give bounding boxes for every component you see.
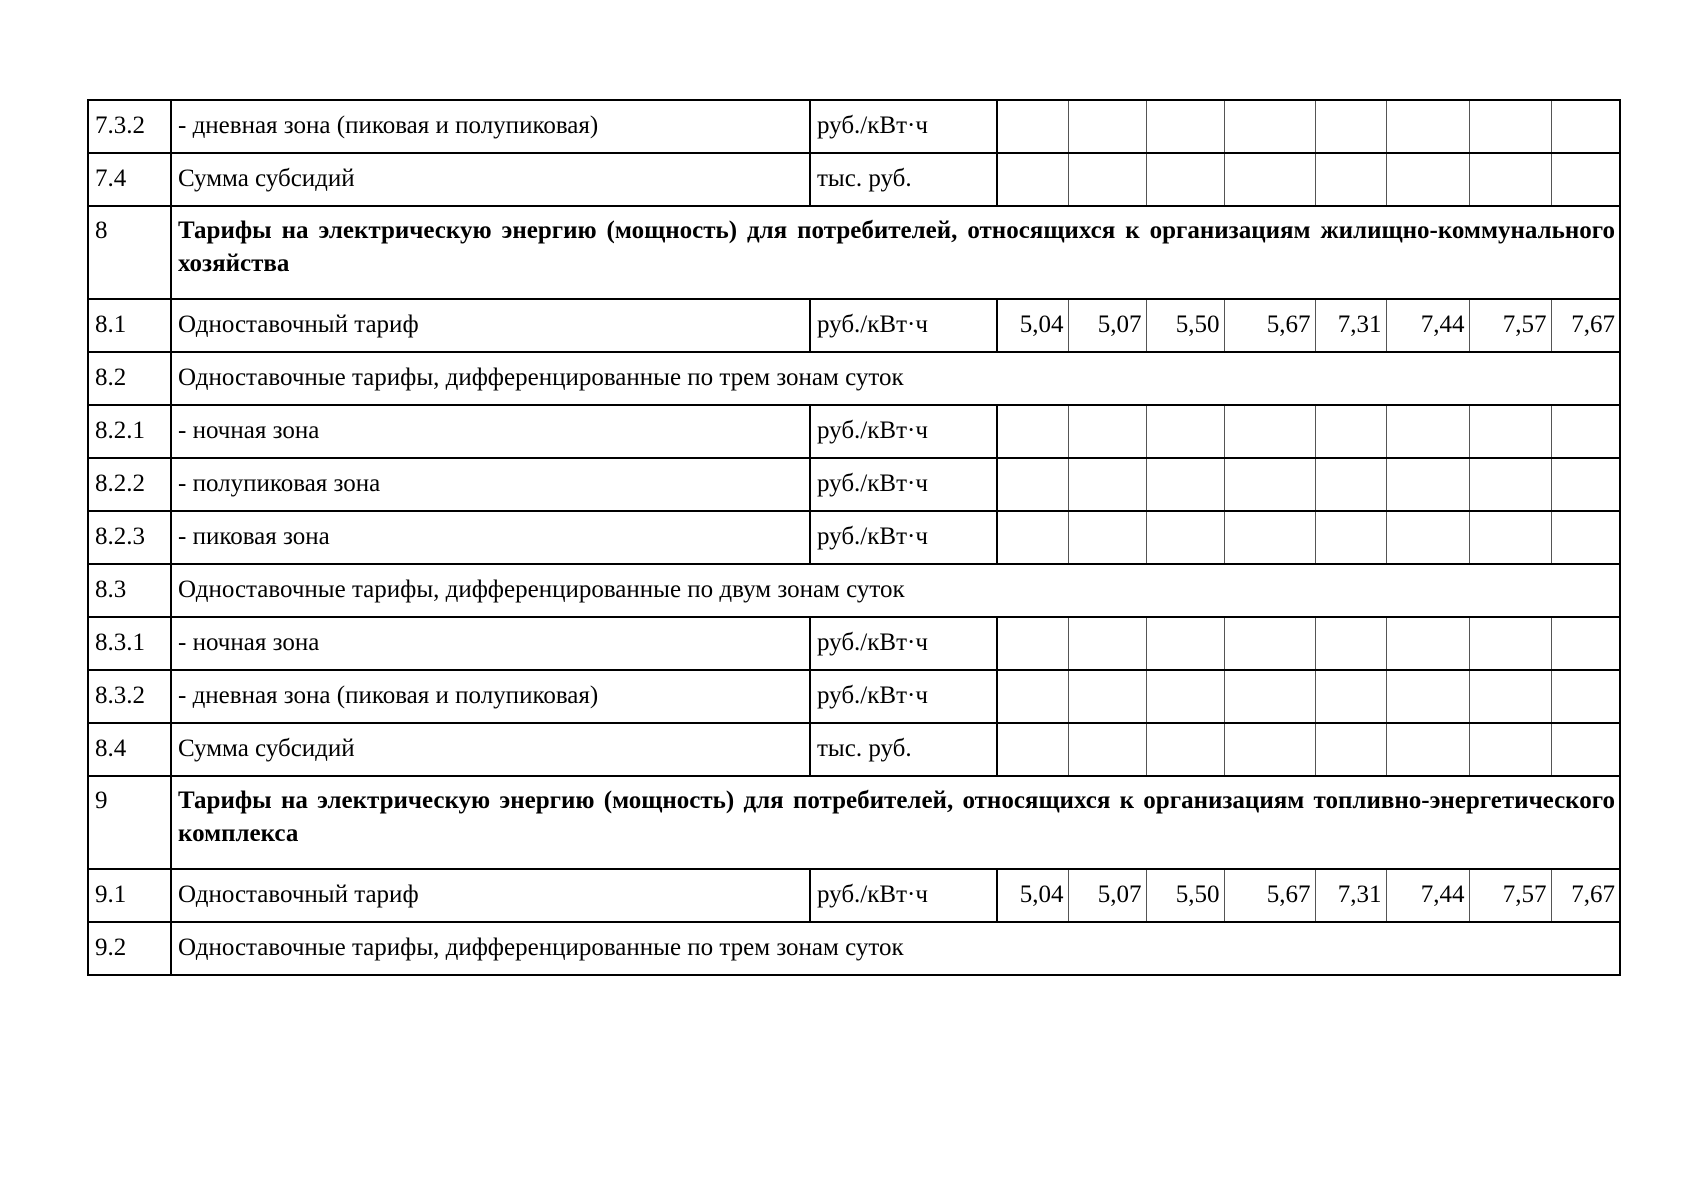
value-cell	[1551, 617, 1620, 670]
row-number-cell: 8.2	[88, 352, 171, 405]
row-number-cell: 8.3.2	[88, 670, 171, 723]
value-cell	[1146, 670, 1224, 723]
value-cell	[1146, 723, 1224, 776]
value-cell	[1551, 723, 1620, 776]
value-cell	[1146, 511, 1224, 564]
value-cell	[1224, 458, 1315, 511]
value-cell: 7,44	[1386, 299, 1469, 352]
value-cell	[1551, 670, 1620, 723]
table-row	[88, 458, 1620, 511]
value-cell	[1146, 458, 1224, 511]
section-row	[88, 206, 1620, 299]
table-row	[88, 100, 1620, 153]
table-row	[88, 617, 1620, 670]
value-cell	[1386, 100, 1469, 153]
value-cell	[1315, 458, 1386, 511]
value-cell	[1315, 617, 1386, 670]
value-cell	[1068, 617, 1146, 670]
row-number-cell: 8.3.1	[88, 617, 171, 670]
value-cell	[1146, 100, 1224, 153]
row-number-cell: 8	[88, 206, 171, 299]
value-cell	[1146, 153, 1224, 206]
value-cell: 7,31	[1315, 869, 1386, 922]
value-cell: 5,04	[997, 869, 1068, 922]
value-cell	[1469, 617, 1551, 670]
value-cell	[997, 458, 1068, 511]
value-cell: 7,67	[1551, 869, 1620, 922]
value-cell	[1315, 100, 1386, 153]
unit-cell: тыс. руб.	[810, 153, 997, 206]
value-cell	[1146, 405, 1224, 458]
value-cell	[1224, 511, 1315, 564]
subsection-row	[88, 352, 1620, 405]
table-row	[88, 723, 1620, 776]
item-name-cell: - дневная зона (пиковая и полупиковая)	[171, 100, 810, 153]
value-cell: 5,07	[1068, 869, 1146, 922]
item-name-cell: Сумма субсидий	[171, 153, 810, 206]
value-cell	[1224, 617, 1315, 670]
value-cell	[1386, 511, 1469, 564]
value-cell	[1469, 100, 1551, 153]
value-cell: 5,04	[997, 299, 1068, 352]
item-name-cell: Сумма субсидий	[171, 723, 810, 776]
subsection-row	[88, 564, 1620, 617]
value-cell	[1469, 511, 1551, 564]
unit-cell: руб./кВт·ч	[810, 670, 997, 723]
value-cell	[1551, 458, 1620, 511]
table-row	[88, 670, 1620, 723]
value-cell	[1469, 723, 1551, 776]
value-cell	[1551, 100, 1620, 153]
value-cell	[1224, 723, 1315, 776]
value-cell	[1551, 511, 1620, 564]
table-row	[88, 299, 1620, 352]
row-number-cell: 9.2	[88, 922, 171, 975]
value-cell	[1469, 405, 1551, 458]
unit-cell: руб./кВт·ч	[810, 100, 997, 153]
row-number-cell: 8.4	[88, 723, 171, 776]
value-cell	[1386, 458, 1469, 511]
value-cell	[1315, 405, 1386, 458]
subsection-title-cell: Одноставочные тарифы, дифференцированные по двум зонам суток	[171, 564, 1620, 617]
value-cell	[1068, 511, 1146, 564]
value-cell	[1068, 153, 1146, 206]
row-number-cell: 8.3	[88, 564, 171, 617]
value-cell	[1315, 153, 1386, 206]
value-cell	[1068, 723, 1146, 776]
item-name-cell: - пиковая зона	[171, 511, 810, 564]
value-cell	[1551, 405, 1620, 458]
value-cell	[1315, 511, 1386, 564]
value-cell: 7,57	[1469, 869, 1551, 922]
row-number-cell: 9	[88, 776, 171, 869]
item-name-cell: - дневная зона (пиковая и полупиковая)	[171, 670, 810, 723]
value-cell	[1146, 617, 1224, 670]
unit-cell: руб./кВт·ч	[810, 458, 997, 511]
section-row	[88, 776, 1620, 869]
row-number-cell: 8.2.3	[88, 511, 171, 564]
value-cell: 5,67	[1224, 869, 1315, 922]
value-cell	[1469, 670, 1551, 723]
value-cell: 7,67	[1551, 299, 1620, 352]
value-cell	[1469, 153, 1551, 206]
row-number-cell: 8.1	[88, 299, 171, 352]
item-name-cell: - полупиковая зона	[171, 458, 810, 511]
value-cell: 7,31	[1315, 299, 1386, 352]
value-cell	[1386, 670, 1469, 723]
value-cell	[1386, 405, 1469, 458]
value-cell	[997, 153, 1068, 206]
table-row	[88, 405, 1620, 458]
value-cell: 7,44	[1386, 869, 1469, 922]
row-number-cell: 7.4	[88, 153, 171, 206]
tariff-table	[87, 99, 1621, 976]
value-cell	[1386, 153, 1469, 206]
value-cell	[1068, 458, 1146, 511]
item-name-cell: Одноставочный тариф	[171, 869, 810, 922]
subsection-title-cell: Одноставочные тарифы, дифференцированные по трем зонам суток	[171, 352, 1620, 405]
value-cell	[1068, 405, 1146, 458]
value-cell: 5,50	[1146, 299, 1224, 352]
value-cell	[1224, 405, 1315, 458]
item-name-cell: - ночная зона	[171, 405, 810, 458]
table-row	[88, 869, 1620, 922]
value-cell	[1386, 617, 1469, 670]
value-cell	[1386, 723, 1469, 776]
value-cell	[997, 511, 1068, 564]
section-title-cell: Тарифы на электрическую энергию (мощность) для потребителей, относящихся к организациям жилищно-коммунального хозяйства	[171, 206, 1620, 299]
section-title-cell: Тарифы на электрическую энергию (мощность) для потребителей, относящихся к организациям топливно-энергетического комплекса	[171, 776, 1620, 869]
value-cell	[1315, 723, 1386, 776]
value-cell: 5,67	[1224, 299, 1315, 352]
value-cell	[997, 100, 1068, 153]
row-number-cell: 7.3.2	[88, 100, 171, 153]
unit-cell: руб./кВт·ч	[810, 299, 997, 352]
row-number-cell: 8.2.1	[88, 405, 171, 458]
unit-cell: руб./кВт·ч	[810, 617, 997, 670]
value-cell	[1068, 670, 1146, 723]
row-number-cell: 9.1	[88, 869, 171, 922]
value-cell	[1551, 153, 1620, 206]
value-cell	[1068, 100, 1146, 153]
tariff-table-body	[88, 100, 1620, 975]
subsection-row	[88, 922, 1620, 975]
unit-cell: тыс. руб.	[810, 723, 997, 776]
value-cell	[1224, 153, 1315, 206]
unit-cell: руб./кВт·ч	[810, 405, 997, 458]
value-cell	[997, 617, 1068, 670]
table-row	[88, 153, 1620, 206]
unit-cell: руб./кВт·ч	[810, 511, 997, 564]
value-cell	[1224, 100, 1315, 153]
item-name-cell: Одноставочный тариф	[171, 299, 810, 352]
value-cell: 7,57	[1469, 299, 1551, 352]
value-cell	[1315, 670, 1386, 723]
subsection-title-cell: Одноставочные тарифы, дифференцированные по трем зонам суток	[171, 922, 1620, 975]
value-cell: 5,50	[1146, 869, 1224, 922]
value-cell	[1224, 670, 1315, 723]
unit-cell: руб./кВт·ч	[810, 869, 997, 922]
value-cell: 5,07	[1068, 299, 1146, 352]
value-cell	[997, 405, 1068, 458]
table-row	[88, 511, 1620, 564]
value-cell	[997, 670, 1068, 723]
row-number-cell: 8.2.2	[88, 458, 171, 511]
value-cell	[1469, 458, 1551, 511]
item-name-cell: - ночная зона	[171, 617, 810, 670]
value-cell	[997, 723, 1068, 776]
